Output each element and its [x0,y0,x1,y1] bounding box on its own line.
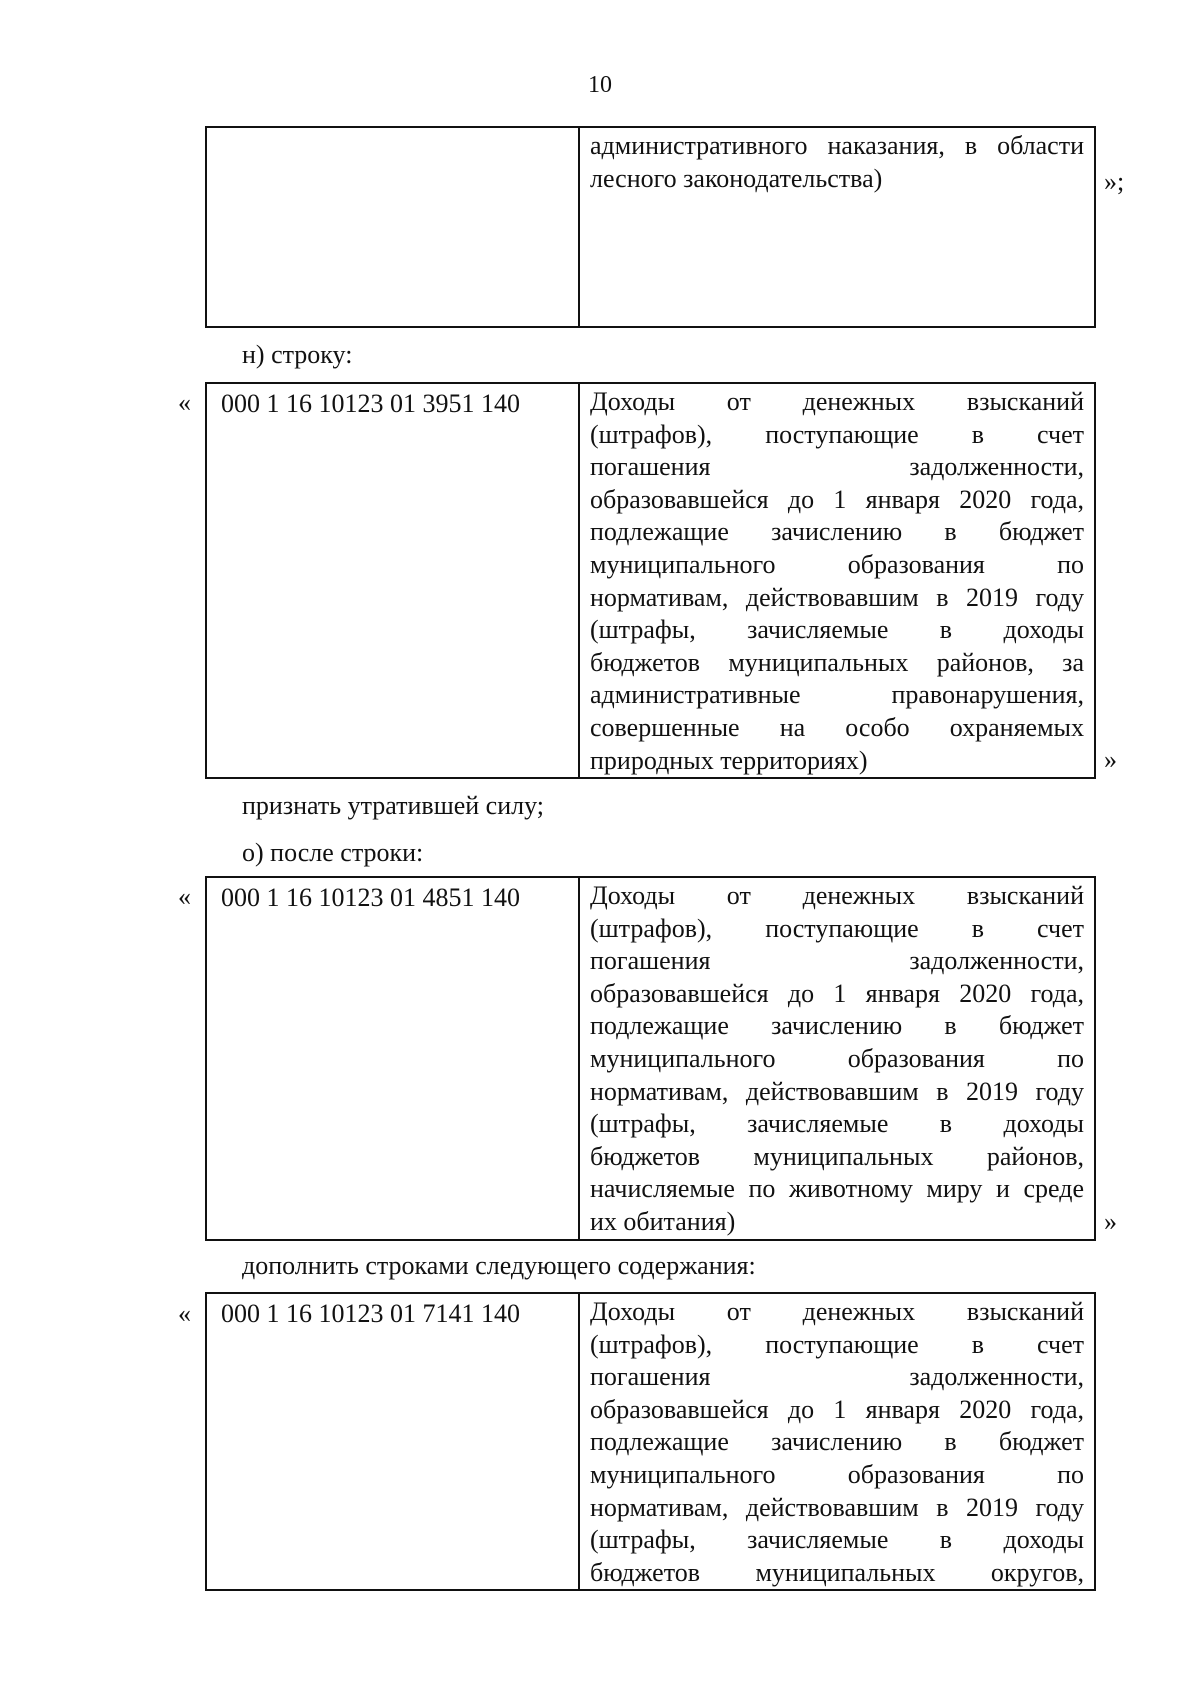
paragraph-item-n: н) строку: [242,340,353,369]
closing-quote: » [1104,1207,1117,1236]
description-line: муниципального образования по [590,1459,1084,1489]
code-cell: 000 1 16 10123 01 3951 140 [206,383,579,778]
description-line: начисляемые по животному миру и среде [590,1174,1084,1204]
description-line: их обитания) [590,1206,736,1236]
paragraph-item-o: о) после строки: [242,838,424,867]
description-line: погашения задолженности, [590,946,1084,976]
description-line: образовавшейся до 1 января 2020 года, [590,978,1084,1008]
description-line: погашения задолженности, [590,452,1084,482]
description-line: (штрафов), поступающие в счет [590,419,1084,449]
description-line: нормативам, действовавшим в 2019 году [590,1076,1084,1106]
description-line: (штрафов), поступающие в счет [590,1329,1084,1359]
description-line: (штрафов), поступающие в счет [590,913,1084,943]
description-line: бюджетов муниципальных округов, [590,1557,1084,1587]
description-line: бюджетов муниципальных районов, за [590,647,1084,677]
description-line: (штрафы, зачисляемые в доходы [590,1109,1084,1139]
description-cell [579,877,1095,1240]
opening-quote: « [178,882,191,911]
description-line: природных территориях) [590,745,868,775]
description-line: подлежащие зачислению в бюджет [590,1011,1084,1041]
description-line: бюджетов муниципальных районов, [590,1141,1084,1171]
description-line: погашения задолженности, [590,1362,1084,1392]
description-line: подлежащие зачислению в бюджет [590,517,1084,547]
description-line: нормативам, действовавшим в 2019 году [590,582,1084,612]
description-line: административного наказания, в области [590,131,1084,160]
description-cell [579,127,1095,327]
code-cell: 000 1 16 10123 01 4851 140 [206,877,579,1240]
description-line: муниципального образования по [590,1043,1084,1073]
description-line: лесного законодательства) [590,163,883,193]
description-line: Доходы от денежных взысканий [590,1297,1084,1326]
description-cell [579,383,1095,778]
description-line: Доходы от денежных взысканий [590,387,1084,416]
description-line: (штрафы, зачисляемые в доходы [590,615,1084,645]
page-number: 10 [588,72,612,98]
code-cell: 000 1 16 10123 01 7141 140 [206,1293,579,1590]
description-cell [579,1293,1095,1590]
code-cell [206,127,579,327]
paragraph-invalid: признать утратившей силу; [242,791,544,820]
paragraph-add: дополнить строками следующего содержания: [242,1251,756,1280]
closing-quote: » [1104,745,1117,774]
description-line: нормативам, действовавшим в 2019 году [590,1492,1084,1522]
closing-quote: »; [1104,167,1125,196]
opening-quote: « [178,388,191,417]
table-row [206,1293,1095,1590]
table-row [206,383,1095,778]
description-line: подлежащие зачислению в бюджет [590,1427,1084,1457]
code-table-1 [205,382,1096,779]
description-line: образовавшейся до 1 января 2020 года, [590,484,1084,514]
description-line: административные правонарушения, [590,680,1084,710]
description-line: муниципального образования по [590,549,1084,579]
description-line: совершенные на особо охраняемых [590,712,1084,742]
table-row [206,127,1095,327]
description-line: образовавшейся до 1 января 2020 года, [590,1394,1084,1424]
code-table-3 [205,1292,1096,1591]
code-table-2 [205,876,1096,1241]
opening-quote: « [178,1299,191,1328]
table-row [206,877,1095,1240]
description-line: (штрафы, зачисляемые в доходы [590,1525,1084,1555]
code-table-continued [205,126,1096,328]
description-line: Доходы от денежных взысканий [590,881,1084,910]
